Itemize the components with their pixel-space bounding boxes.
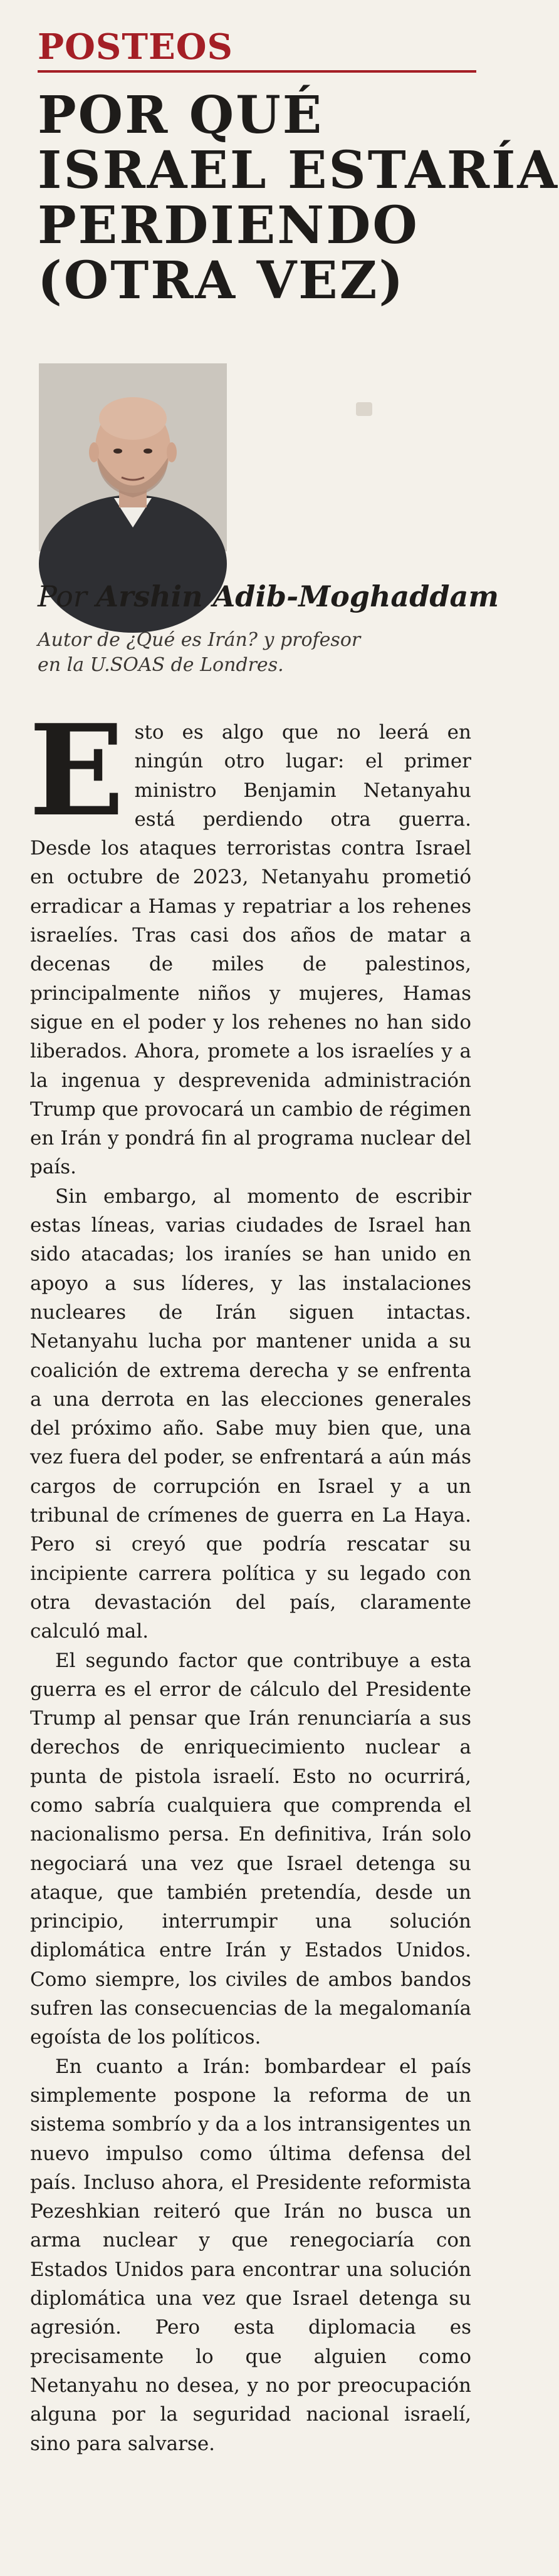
section-label: POSTEOS	[38, 26, 233, 68]
article-paragraph: Sin embargo, al momento de escribir estas líneas, varias ciudades de Israel han sido atacadas; los iraníes se han unido en apoyo a sus líderes, y las instalaciones nucleares de Irán siguen intactas. Netanyahu lucha por mantener unida a su coalición de extrema derecha y se enfrenta a una derrota en las elecciones generales del próximo año. Sabe muy bien que, una vez fuera del poder, se enfrentará a aún más cargos de corrupción en Israel y a un tribunal de crímenes de guerra en La Haya. Pero si creyó que podría rescatar su incipiente carrera política y su legado con otra devastación del país, claramente calculó mal.	[30, 1185, 471, 1643]
author-portrait-image	[39, 363, 227, 551]
author-bio-line: en la U.SOAS de Londres.	[38, 654, 284, 676]
article-lead-text: sto es algo que no leerá en ningún otro lugar: el primer ministro Benjamin Netanyahu está perdiendo otra guerra. Desde los ataques terroristas contra Israel en octubre de 2023, Netanyahu prometió erradicar a Hamas y repatriar a los rehenes israelíes. Tras casi dos años de matar a decenas de miles de palestinos, principalmente niños y mujeres, Hamas sigue en el poder y los rehenes no han sido liberados. Ahora, promete a los israelíes y a la ingenua y desprevenida administración Trump que provocará un cambio de régimen en Irán y pondrá fin al programa nuclear del país.	[30, 721, 471, 1179]
author-bio	[38, 628, 476, 678]
author-name: Arshin Adib-Moghaddam	[96, 579, 499, 613]
headline-line: POR QUÉ	[38, 85, 324, 145]
headline-line: ISRAEL ESTARÍA	[38, 140, 559, 200]
article-paragraph: En cuanto a Irán: bombardear el país simplemente pospone la reforma de un sistema sombrío y da a los intransigentes un nuevo impulso como última defensa del país. Incluso ahora, el Presidente reformista Pezeshkian reiteró que Irán no busca un arma nuclear y que renegociaría con Estados Unidos para encontrar una solución diplomática una vez que Israel detenga su agresión. Pero esta diplomacia es precisamente lo que alguien como Netanyahu no desea, y no por preocupación alguna por la seguridad nacional israelí, sino para salvarse.	[30, 2055, 471, 2455]
photo-badge-icon	[356, 402, 372, 416]
byline-prefix: Por	[38, 579, 87, 613]
drop-cap: E	[29, 697, 125, 844]
article-body	[29, 697, 471, 2458]
headline	[38, 85, 559, 311]
author-photo	[39, 363, 227, 551]
headline-line: (OTRA VEZ)	[38, 251, 405, 311]
headline-line: PERDIENDO	[38, 195, 419, 256]
section-rule	[38, 70, 476, 73]
author-bio-line: Autor de ¿Qué es Irán? y profesor	[38, 629, 361, 651]
article-paragraph: El segundo factor que contribuye a esta guerra es el error de cálculo del Presidente Trump al pensar que Irán renunciaría a sus derechos de enriquecimiento nuclear a punta de pistola israelí. Esto no ocurrirá, como sabría cualquiera que comprenda el nacionalismo persa. En definitiva, Irán solo negociará una vez que Israel detenga su ataque, que también pretendía, desde un principio, interrumpir una solución diplomática entre Irán y Estados Unidos. Como siempre, los civiles de ambos bandos sufren las consecuencias de la megalomanía egoísta de los políticos.	[30, 1649, 471, 2049]
byline	[38, 579, 499, 613]
article-paragraph	[29, 697, 471, 1182]
